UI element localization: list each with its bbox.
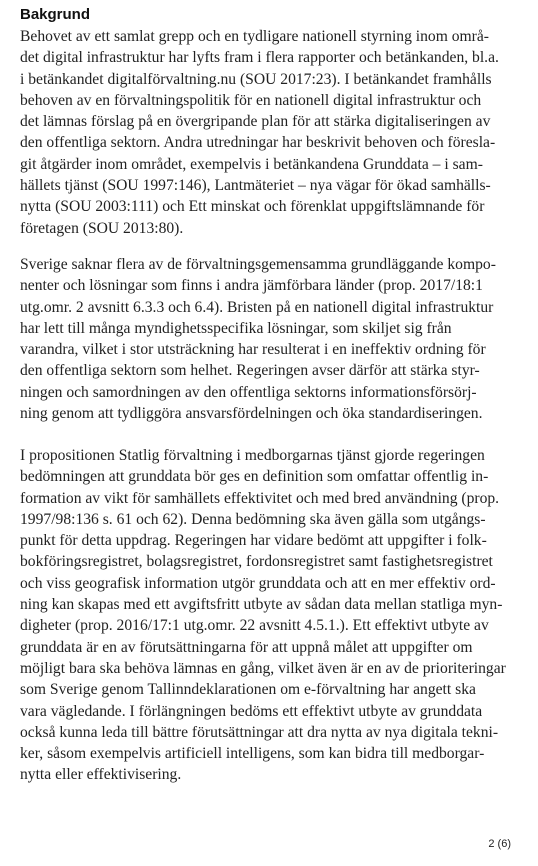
paragraph-line: utg.omr. 2 avsnitt 6.3.3 och 6.4). Bristen på en nationell digital infrastruktur [20,298,494,316]
paragraph-line: bokföringsregistret, bolagsregistret, fordonsregistret samt fastighetsregistret [20,553,493,571]
paragraph-line: i betänkandet digitalförvaltning.nu (SOU 2017:23). I betänkandet framhålls [20,70,492,88]
paragraph-line: bedömningen att grunddata bör ges en definition som omfattar offentlig in- [20,468,489,486]
paragraph-line: Sverige saknar flera av de förvaltningsgemensamma grundläggande kompo- [20,256,496,273]
paragraph-line: digheter (prop. 2016/17:1 utg.omr. 22 avsnitt 4.5.1.). Ett effektivt utbyte av [20,617,489,635]
paragraph-3 [20,445,520,786]
paragraph-line: den offentliga sektorn. Andra utredningar har beskrivit behoven och föresla- [20,134,496,152]
paragraph-line: det digital infrastruktur har lyfts fram i flera rapporter och betänkanden, bl.a. [20,49,499,67]
paragraph-line: vara vägledande. I förlängningen bedöms ett effektivt utbyte av grunddata [20,702,483,720]
paragraph-line: har lett till många myndighetsspecifika lösningar, som skiljet sig från [20,319,452,337]
paragraph-line: också kunna leda till bättre förutsättningar att dra nytta av nya digitala tekni- [20,723,499,741]
paragraph-line: och viss geografisk information utgör grunddata och att en mer effektiv ord- [20,574,496,592]
paragraph-line: git åtgärder inom området, exempelvis i betänkandena Grunddata – i sam- [20,155,483,173]
paragraph-line: Behovet av ett samlat grepp och en tydligare nationell styrning inom områ- [20,28,489,45]
paragraph-line: ker, såsom exempelvis artificiell intelligens, som kan bidra till medborgar- [20,745,485,763]
paragraph-2 [20,254,520,424]
paragraph-line: grunddata är en av förutsättningarna för att uppnå målet att uppgifter om [20,638,473,656]
page-number: 2 (6) [488,838,511,850]
paragraph-line: punkt för detta uppdrag. Regeringen har vidare bedömt att uppgifter i folk- [20,532,487,550]
paragraph-line: möjligt bara ska behöva lämnas en gång, vilket även är en av de prioriteringar [20,659,506,677]
paragraph-line: nenter och lösningar som finns i andra jämförbara länder (prop. 2017/18:1 [20,277,483,295]
paragraph-line: som Sverige genom Tallinndeklarationen om e-förvaltning har angett ska [20,681,476,699]
paragraph-line: företagen (SOU 2013:80). [20,219,184,237]
paragraph-line: nytta eller effektivisering. [20,766,182,784]
paragraph-line: behoven av en förvaltningspolitik för en nationell digital infrastruktur och [20,91,482,109]
paragraph-line: hällets tjänst (SOU 1997:146), Lantmäteriet – nya vägar för ökad samhälls- [20,177,491,195]
paragraph-line: ning kan skapas med ett avgiftsfritt utbyte av sådan data mellan statliga myn- [20,596,503,614]
paragraph-line: ningen och samordningen av den offentliga sektorns informationsförsörj- [20,383,477,401]
paragraph-line: det lämnas förslag på en övergripande plan för att stärka digitaliseringen av [20,113,491,131]
paragraph-line: den offentliga sektorn som helhet. Regeringen avser därför att stärka styr- [20,362,480,380]
paragraph-line: varandra, vilket i stor utsträckning har resulterat i en ineffektiv ordning för [20,341,486,359]
paragraph-line: nytta (SOU 2003:111) och Ett minskat och förenklat uppgiftslämnande för [20,198,485,216]
paragraph-1 [20,26,520,239]
paragraph-line: formation av vikt för samhällets effektivitet och med bred användning (prop. [20,489,500,507]
paragraph-line: 1997/98:136 s. 61 och 62). Denna bedömning ska även gälla som utgångs- [20,510,486,528]
paragraph-line: ning genom att tydliggöra ansvarsfördelningen och öka standardiseringen. [20,405,483,423]
paragraph-line: I propositionen Statlig förvaltning i medborgarnas tjänst gjorde regeringen [20,447,485,464]
section-heading: Bakgrund [20,6,91,23]
